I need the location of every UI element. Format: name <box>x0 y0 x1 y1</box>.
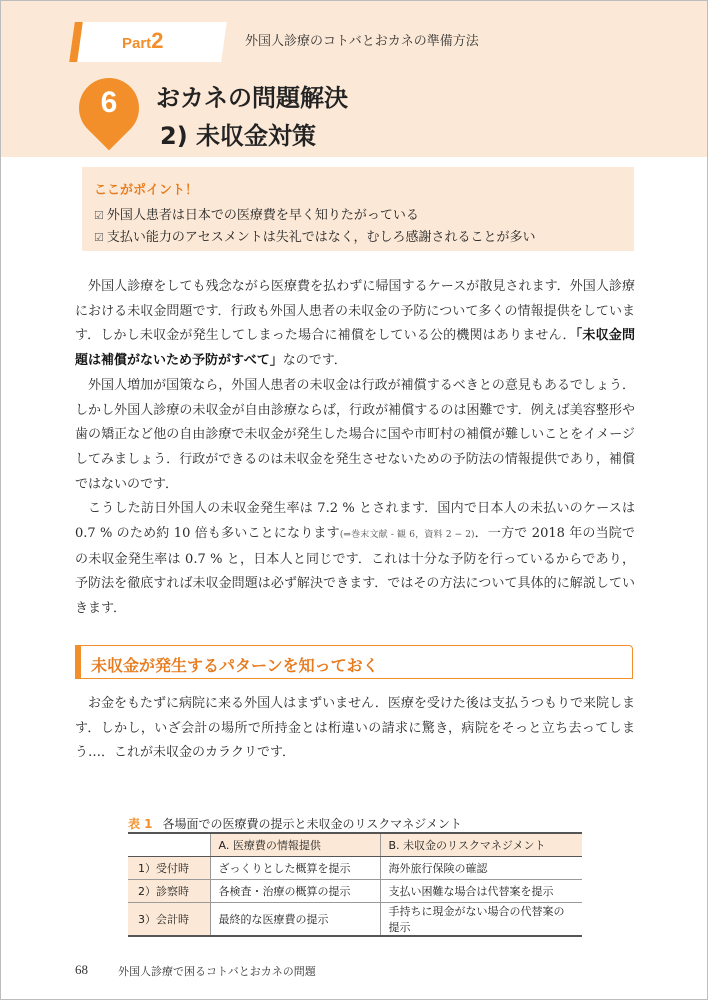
checkbox-icon: ☑ <box>94 209 104 222</box>
section-heading-box <box>75 645 633 679</box>
body-paragraph <box>75 497 635 622</box>
table-header-row <box>128 833 582 856</box>
page-title: おカネの問題解決 <box>156 84 348 112</box>
table-row <box>128 902 582 936</box>
point-item-text: 支払い能力のアセスメントは失礼ではなく，むしろ感謝されることが多い <box>106 230 536 245</box>
table-cell: 各検査・治療の概算の提示 <box>210 879 380 902</box>
section-number: 6 <box>100 86 118 119</box>
point-box-heading: ここがポイント！ <box>94 183 199 198</box>
body-text-span: 外国人診療をしても残念ながら医療費を払わずに帰国するケースが散見されます．外国人診療における未収金問題です．行政も外国人患者の未収金の予防について多くの情報提供をしています．しかし未収金が発生してしまった場合に補償をしている公的機関はありません． <box>75 279 635 344</box>
part-label-text: Part <box>122 35 152 52</box>
part-label <box>122 28 163 54</box>
table-cell: 最終的な医療費の提示 <box>210 902 380 936</box>
reference-note: (⇒巻末文献 - 観 6，資料 2 − 2) <box>339 530 475 541</box>
body-paragraph: 外国人増加が国策なら，外国人患者の未収金は行政が補償するべきとの意見もあるでしょう．しかし外国人診療の未収金が自由診療ならば，行政が補償するのは困難です．例えば美容整形や歯の矯正など他の自由診療で未収金が発生した場合に国や市町村の補償が難しいことをイメージしてみましょう．行政ができるのは未収金を発生させないための予防法の情報提供であり，補償ではないのです． <box>75 377 635 492</box>
body-text-span: ．一方で 2018 年の当院での未収金発生率は 0.7 % と，日本人と同じです．これは十分な予防を行っているからであり，予防法を徹底すれば未収金問題は必ず解決できます．ではその方法について具体的に解説していきます． <box>75 526 635 617</box>
table-cell: 支払い困難な場合は代替案を提示 <box>380 879 582 902</box>
chapter-title: 外国人診療のコトバとおカネの準備方法 <box>245 34 479 49</box>
table-column-header: B. 未収金のリスクマネジメント <box>380 833 582 856</box>
point-item <box>94 226 536 245</box>
running-footer-title: 外国人診療で困るコトバとおカネの問題 <box>118 965 316 978</box>
table-row <box>128 879 582 902</box>
part-number: 2 <box>151 28 164 53</box>
table-row-header: 1）受付時 <box>128 856 210 879</box>
table-cell: 海外旅行保険の確認 <box>380 856 582 879</box>
body-text-span: こうした訪日外国人の未収金発生率は 7.2 % とされます．国内で日本人の未払いのケースは 0.7 % のため約 10 倍も多いことになります <box>75 501 635 542</box>
table-row-header: 2）診察時 <box>128 879 210 902</box>
point-box <box>82 167 634 251</box>
emphasis-text: 「未収金問題は補償がないため予防がすべて」 <box>75 328 635 369</box>
checkbox-icon: ☑ <box>94 231 104 244</box>
page-subtitle: 2) 未収金対策 <box>160 122 317 150</box>
table-cell: ざっくりとした概算を提示 <box>210 856 380 879</box>
table-caption <box>128 815 462 832</box>
table-row-header: 3）会計時 <box>128 902 210 936</box>
table-cell: 手持ちに現金がない場合の代替案の提示 <box>380 902 582 936</box>
section-heading: 未収金が発生するパターンを知っておく <box>91 656 379 675</box>
table-row <box>128 856 582 879</box>
risk-table <box>128 832 582 937</box>
page-number: 68 <box>75 962 88 977</box>
section-body <box>75 692 635 766</box>
table-corner-cell <box>128 833 210 856</box>
table-caption-label: 表 1 <box>128 817 153 831</box>
body-paragraph <box>75 275 635 374</box>
table-column-header: A. 医療費の情報提供 <box>210 833 380 856</box>
point-item-text: 外国人患者は日本での医療費を早く知りたがっている <box>106 208 419 223</box>
point-item <box>94 204 419 223</box>
table-caption-text: 各場面での医療費の提示と未収金のリスクマネジメント <box>162 817 462 831</box>
body-text <box>75 275 635 622</box>
body-paragraph: お金をもたずに病院に来る外国人はまずいません．医療を受けた後は支払うつもりで来院します．しかし，いざ会計の場所で所持金とは桁違いの請求に驚き，病院をそっと立ち去ってしまう…．これが未収金のカラクリです． <box>75 696 635 761</box>
body-text-span: なのです． <box>282 353 347 369</box>
